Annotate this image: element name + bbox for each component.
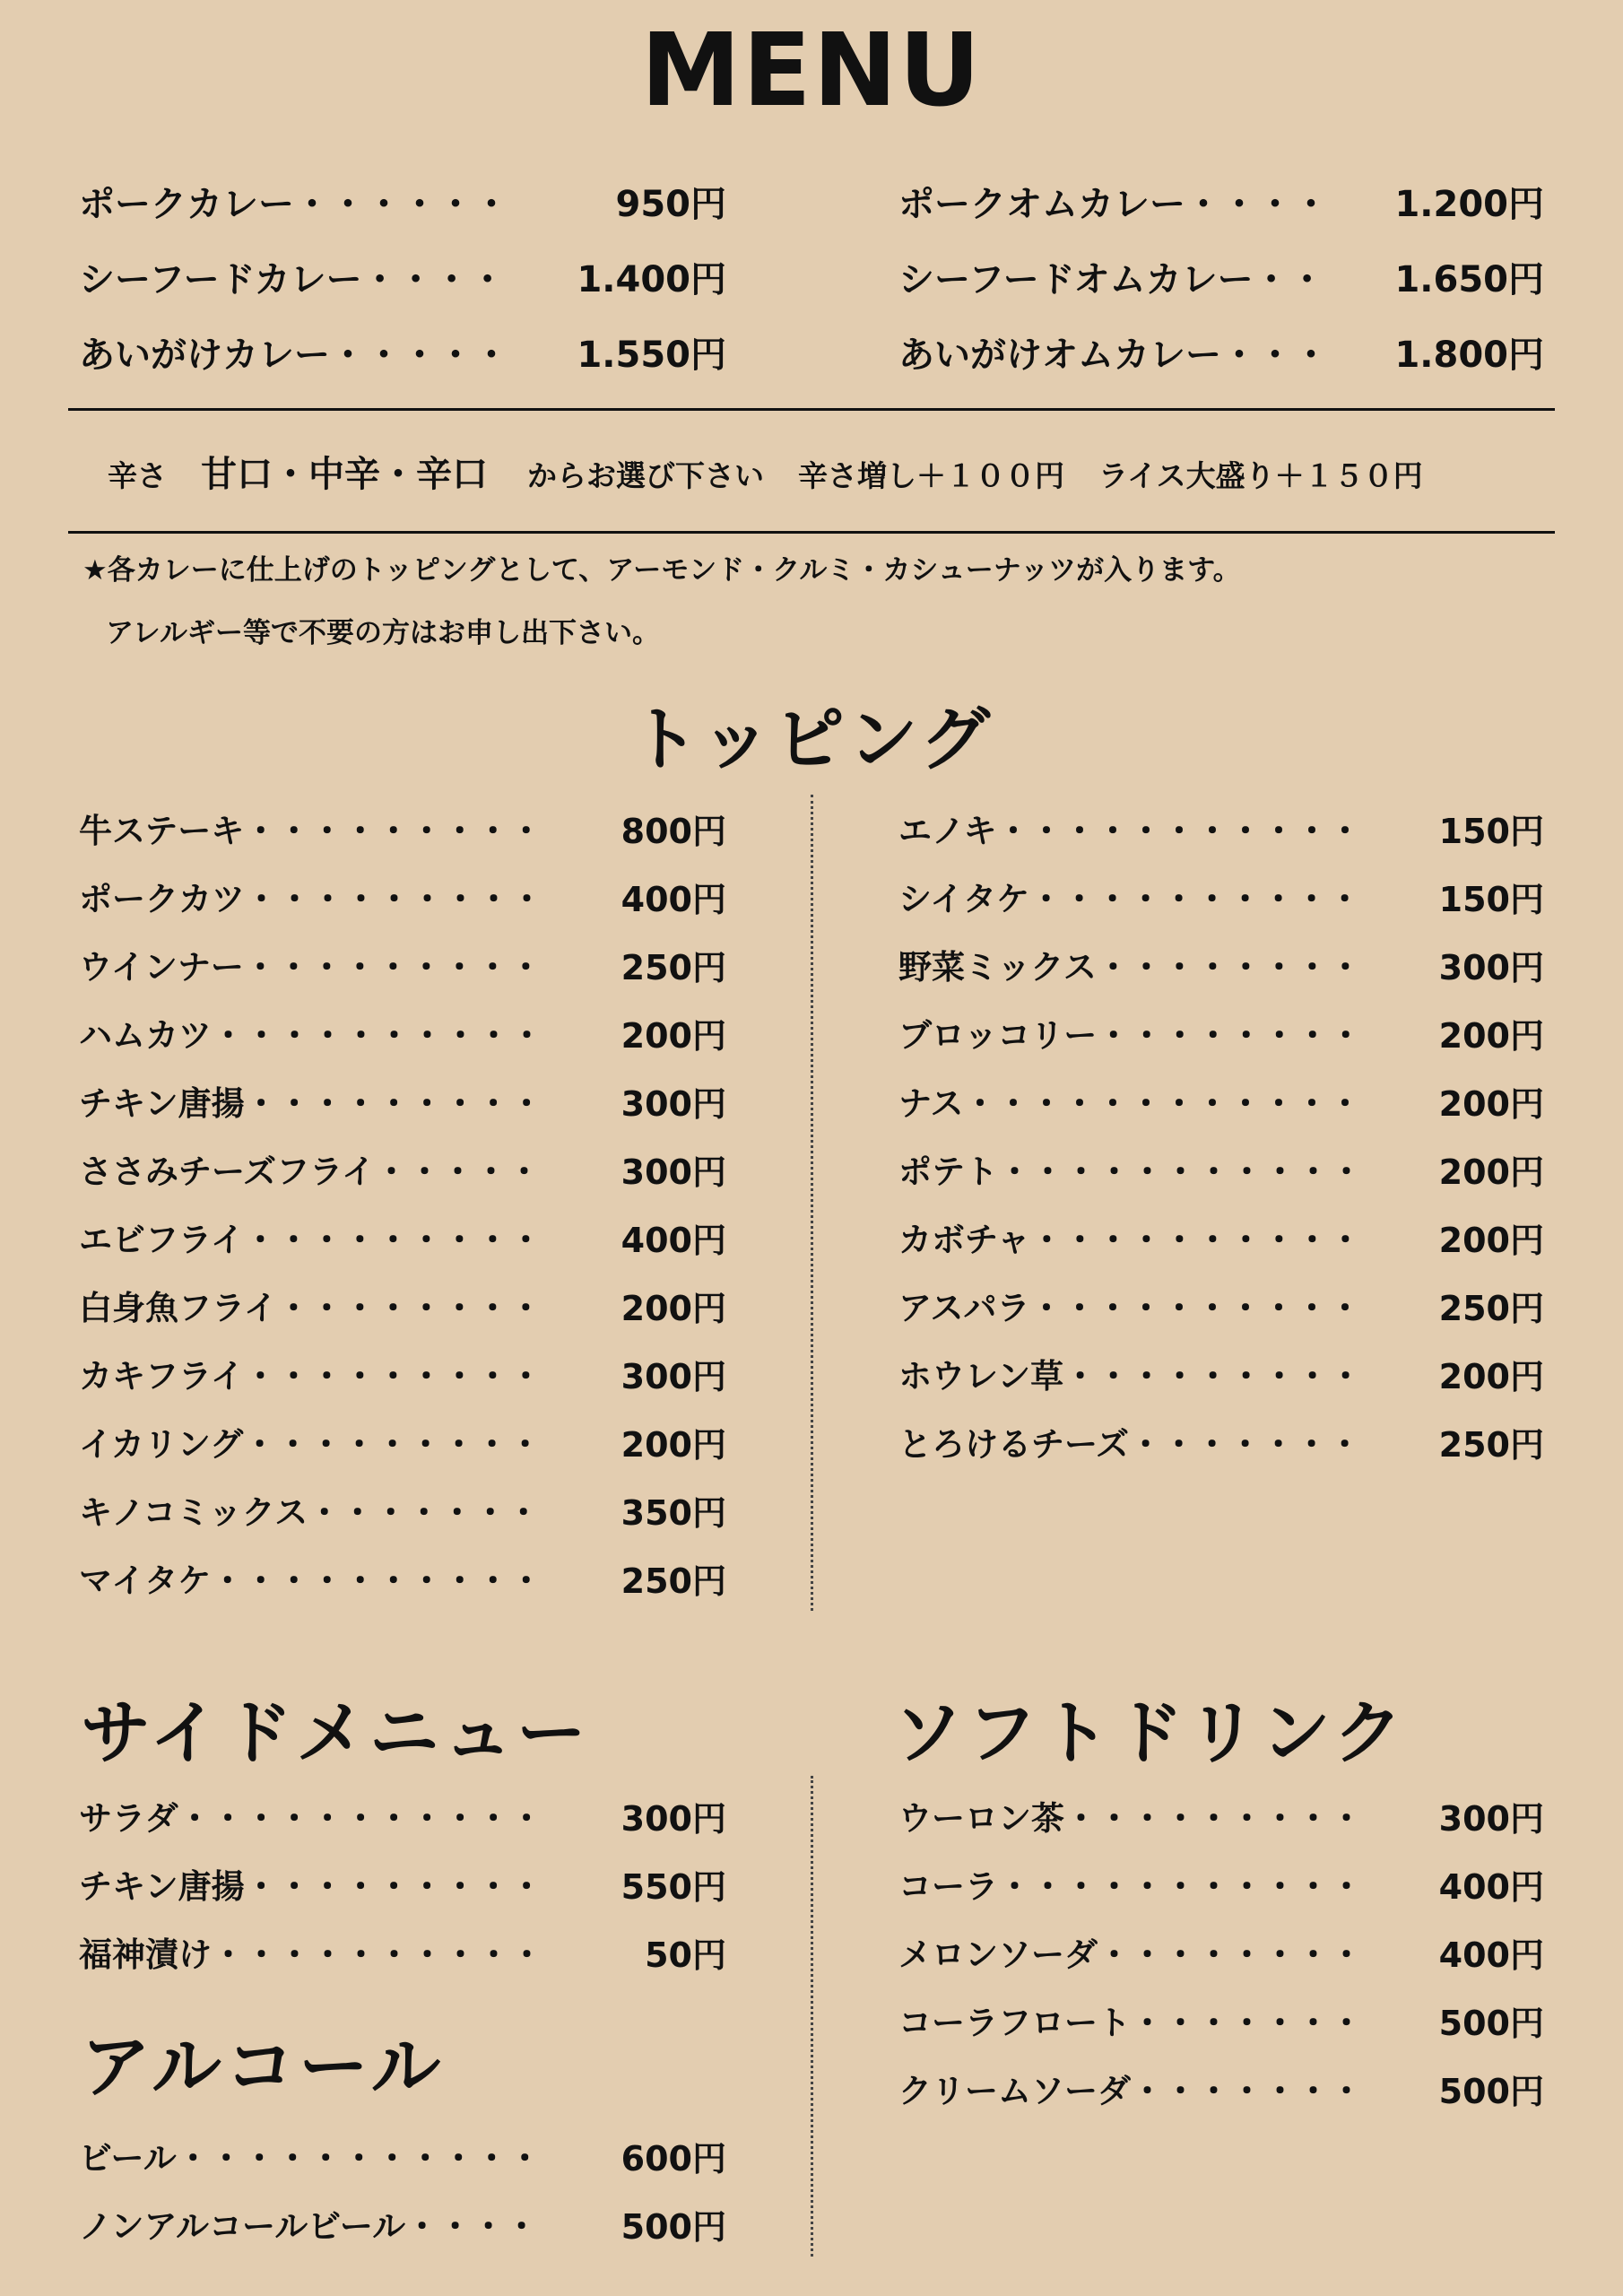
topping-item-name: カボチャ・・・・・・・・・・ [898, 1221, 1362, 1259]
topping-item [898, 1074, 1544, 1127]
soft-drink-item-price: 400円 [1438, 1866, 1544, 1907]
spice-label: 辛さ [108, 458, 167, 493]
topping-item-name: マイタケ・・・・・・・・・・ [79, 1561, 543, 1600]
side-menu-item-name: 福神漬け・・・・・・・・・・ [79, 1935, 543, 1974]
spice-choose-text: からお選び下さい [527, 458, 764, 493]
curry-item-name: ポークカレー・・・・・・ [79, 183, 509, 225]
topping-item-name: チキン唐揚・・・・・・・・・ [79, 1084, 543, 1123]
curry-item [898, 249, 1544, 303]
topping-item-price: 300円 [621, 1152, 726, 1192]
topping-item-name: とろけるチーズ・・・・・・・ [898, 1425, 1362, 1464]
topping-item-price: 300円 [621, 1356, 726, 1396]
topping-item-price: 400円 [621, 1220, 726, 1260]
topping-item-price: 250円 [1438, 1288, 1544, 1328]
toppings-divider [811, 795, 813, 1611]
soft-drink-item-price: 500円 [1438, 2071, 1544, 2111]
topping-item-name: キノコミックス・・・・・・・ [79, 1493, 541, 1532]
soft-drink-item [898, 1925, 1544, 1979]
topping-item-name: カキフライ・・・・・・・・・ [79, 1357, 542, 1396]
divider-top [68, 408, 1555, 411]
topping-item-name: ブロッコリー・・・・・・・・ [898, 1016, 1363, 1055]
curry-item-name: シーフードカレー・・・・ [79, 258, 506, 300]
side-menu-item [79, 1788, 726, 1842]
soft-drink-item-price: 500円 [1438, 2003, 1544, 2043]
topping-item-name: エノキ・・・・・・・・・・・ [898, 812, 1362, 850]
topping-item [898, 801, 1544, 855]
side-menu-item [79, 1925, 726, 1979]
soft-drink-item-price: 300円 [1438, 1798, 1544, 1839]
topping-item [79, 1074, 726, 1127]
alcohol-item-name: ビール・・・・・・・・・・・ [79, 2139, 542, 2178]
topping-note: ★各カレーに仕上げのトッピングとして、アーモンド・クルミ・カシューナッツが入ります。 [82, 554, 1241, 587]
topping-item-price: 200円 [1438, 1015, 1544, 1056]
topping-item-price: 250円 [621, 947, 726, 987]
soft-drink-item-name: クリームソーダ・・・・・・・ [898, 2072, 1363, 2110]
topping-item [79, 1483, 726, 1536]
topping-item [898, 1210, 1544, 1264]
soft-drink-item-name: メロンソーダ・・・・・・・・ [898, 1935, 1363, 1974]
allergy-note: アレルギー等で不要の方はお申し出下さい。 [106, 617, 660, 649]
topping-item [79, 869, 726, 923]
topping-item-name: ナス・・・・・・・・・・・・ [898, 1084, 1362, 1123]
topping-item [898, 1414, 1544, 1468]
topping-item [79, 1278, 726, 1332]
curry-item [79, 174, 726, 228]
curry-item-price: 1.550円 [577, 334, 726, 376]
topping-item-price: 200円 [1438, 1220, 1544, 1260]
curry-item [79, 249, 726, 303]
topping-item [898, 1005, 1544, 1059]
topping-item [79, 1551, 726, 1605]
topping-item-price: 350円 [621, 1492, 726, 1533]
divider-bottom [68, 531, 1555, 534]
spice-options-line [108, 446, 1542, 497]
topping-item-price: 150円 [1438, 879, 1544, 919]
topping-item-name: 牛ステーキ・・・・・・・・・ [79, 812, 543, 850]
alcohol-item-price: 600円 [621, 2138, 726, 2179]
side-menu-item-price: 550円 [621, 1866, 726, 1907]
topping-item-price: 800円 [621, 811, 726, 851]
topping-item-name: ポークカツ・・・・・・・・・ [79, 880, 543, 918]
curry-item-name: あいがけカレー・・・・・ [79, 334, 509, 376]
topping-item-price: 250円 [1438, 1424, 1544, 1465]
side-menu-item-name: サラダ・・・・・・・・・・・ [79, 1799, 543, 1838]
curry-item [898, 325, 1544, 378]
soft-drink-item [898, 1993, 1544, 2047]
toppings-title: トッピング [629, 700, 994, 780]
topping-item [79, 937, 726, 991]
soft-drinks-title: ソフトドリンク [893, 1693, 1407, 1774]
side-menu-item-price: 50円 [645, 1935, 726, 1975]
topping-item-price: 400円 [621, 879, 726, 919]
alcohol-item [79, 2128, 726, 2182]
topping-item [898, 937, 1544, 991]
side-menu-title: サイドメニュー [81, 1693, 590, 1774]
curry-item-name: シーフードオムカレー・・ [898, 258, 1325, 300]
topping-item [79, 1005, 726, 1059]
curry-item-price: 1.800円 [1394, 334, 1544, 376]
alcohol-item [79, 2196, 726, 2250]
soft-drink-item-name: コーラ・・・・・・・・・・・ [898, 1867, 1363, 1906]
topping-item-name: ささみチーズフライ・・・・・ [79, 1152, 542, 1191]
large-rice-price: ライス大盛り＋１５０円 [1098, 458, 1423, 493]
topping-item-price: 300円 [621, 1083, 726, 1124]
topping-item-price: 200円 [621, 1424, 726, 1465]
topping-item-price: 250円 [621, 1561, 726, 1601]
soft-drink-item [898, 2061, 1544, 2115]
topping-item-name: エビフライ・・・・・・・・・ [79, 1221, 542, 1259]
side-menu-item-name: チキン唐揚・・・・・・・・・ [79, 1867, 543, 1906]
topping-item [79, 1346, 726, 1400]
topping-item [898, 869, 1544, 923]
topping-item-name: ウインナー・・・・・・・・・ [79, 948, 542, 987]
topping-item-price: 300円 [1438, 947, 1544, 987]
alcohol-title: アルコール [81, 2027, 445, 2108]
topping-item-price: 200円 [1438, 1356, 1544, 1396]
topping-item [79, 1210, 726, 1264]
topping-item-name: 白身魚フライ・・・・・・・・ [79, 1289, 542, 1327]
topping-item-price: 150円 [1438, 811, 1544, 851]
topping-item-price: 200円 [1438, 1083, 1544, 1124]
topping-item-name: ホウレン草・・・・・・・・・ [898, 1357, 1363, 1396]
topping-item [79, 1414, 726, 1468]
topping-item-name: シイタケ・・・・・・・・・・ [898, 880, 1362, 918]
spice-options: 甘口・中辛・辛口 [201, 454, 488, 495]
topping-item [79, 1142, 726, 1196]
curry-item-price: 1.400円 [577, 258, 726, 300]
curry-item-price: 950円 [615, 183, 726, 225]
curry-item-price: 1.200円 [1394, 183, 1544, 225]
alcohol-item-price: 500円 [621, 2206, 726, 2247]
topping-item-name: ハムカツ・・・・・・・・・・ [79, 1016, 543, 1055]
topping-item [79, 801, 726, 855]
extra-spicy-price: 辛さ増し＋１００円 [798, 458, 1064, 493]
topping-item-price: 200円 [1438, 1152, 1544, 1192]
topping-item-price: 200円 [621, 1288, 726, 1328]
topping-item [898, 1346, 1544, 1400]
soft-drink-item [898, 1857, 1544, 1910]
soft-drink-item [898, 1788, 1544, 1842]
topping-item-price: 200円 [621, 1015, 726, 1056]
curry-item-price: 1.650円 [1394, 258, 1544, 300]
alcohol-item-name: ノンアルコールビール・・・・ [79, 2207, 539, 2246]
soft-drink-item-name: ウーロン茶・・・・・・・・・ [898, 1799, 1363, 1838]
topping-item [898, 1278, 1544, 1332]
curry-item-name: あいがけオムカレー・・・ [898, 334, 1329, 376]
bottom-divider [811, 1776, 813, 2257]
curry-item [898, 174, 1544, 228]
soft-drink-item-price: 400円 [1438, 1935, 1544, 1975]
curry-item-name: ポークオムカレー・・・・ [898, 183, 1329, 225]
curry-item [79, 325, 726, 378]
side-menu-item [79, 1857, 726, 1910]
menu-title: MENU [640, 13, 983, 129]
topping-item-name: アスパラ・・・・・・・・・・ [898, 1289, 1362, 1327]
topping-item-name: イカリング・・・・・・・・・ [79, 1425, 542, 1464]
soft-drink-item-name: コーラフロート・・・・・・・ [898, 2004, 1363, 2042]
topping-item-name: 野菜ミックス・・・・・・・・ [898, 948, 1362, 987]
topping-item [898, 1142, 1544, 1196]
topping-item-name: ポテト・・・・・・・・・・・ [898, 1152, 1363, 1191]
side-menu-item-price: 300円 [621, 1798, 726, 1839]
